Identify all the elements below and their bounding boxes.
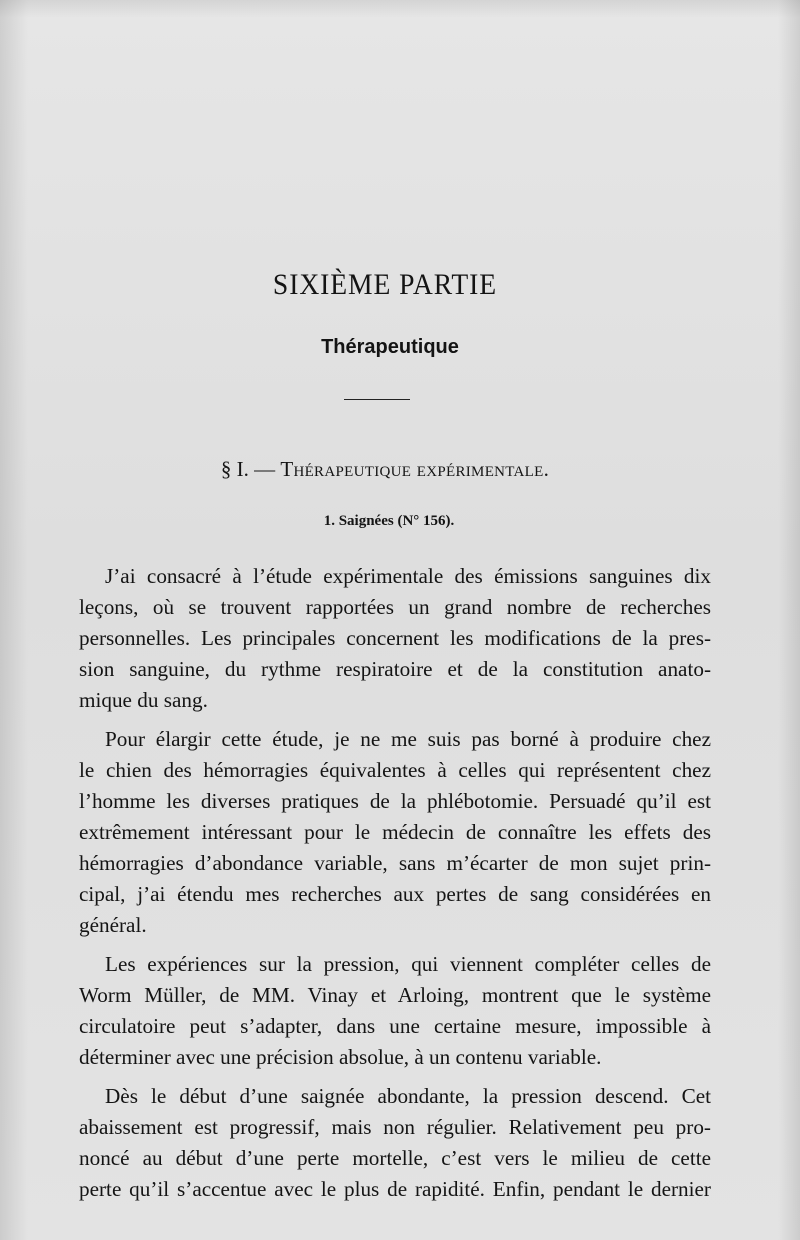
text-line: circulatoire peut s’adapter, dans une certaine mesure, impossible à	[79, 1014, 711, 1038]
text-line: général.	[79, 913, 147, 937]
text-line: Les expériences sur la pression, qui viennent compléter celles de	[105, 952, 711, 976]
text-line: personnelles. Les principales concernent les modifications de la pres-	[79, 626, 711, 650]
text-line: noncé au début d’une perte mortelle, c’est vers le milieu de cette	[79, 1146, 711, 1170]
paragraph	[79, 724, 711, 941]
text-line: sion sanguine, du rythme respiratoire et de la constitution anato-	[79, 657, 711, 681]
part-title: SIXIÈME PARTIE	[272, 268, 498, 301]
paragraph	[79, 561, 711, 716]
text-line: hémorragies d’abondance variable, sans m’écarter de mon sujet prin-	[79, 851, 711, 875]
text-line: déterminer avec une précision absolue, à un contenu variable.	[79, 1045, 602, 1069]
text-line: Worm Müller, de MM. Vinay et Arloing, montrent que le système	[79, 983, 711, 1007]
page-edge-left	[0, 0, 28, 1240]
part-subtitle: Thérapeutique	[321, 336, 459, 358]
page-edge-right	[778, 0, 800, 1240]
section-title: Thérapeutique expérimentale.	[280, 457, 550, 481]
text-line: l’homme les diverses pratiques de la phlébotomie. Persuadé qu’il est	[79, 789, 711, 813]
text-line: abaissement est progressif, mais non régulier. Relativement peu pro-	[79, 1115, 711, 1139]
section-number: § I. —	[220, 457, 281, 481]
body-text	[79, 561, 711, 1205]
text-line: mique du sang.	[79, 688, 208, 712]
subsection-heading: 1. Saignées (N° 156).	[323, 513, 455, 529]
text-line: cipal, j’ai étendu mes recherches aux pertes de sang considérées en	[79, 882, 711, 906]
text-line: perte qu’il s’accentue avec le plus de rapidité. Enfin, pendant le dernier	[79, 1177, 711, 1201]
paragraph	[79, 1081, 711, 1205]
paragraph	[79, 949, 711, 1073]
text-line: leçons, où se trouvent rapportées un grand nombre de recherches	[79, 595, 711, 619]
text-line: le chien des hémorragies équivalentes à celles qui représentent chez	[79, 758, 711, 782]
text-line: J’ai consacré à l’étude expérimentale des émissions sanguines dix	[105, 564, 711, 588]
page-edge-top	[0, 0, 800, 18]
title-divider	[344, 399, 410, 400]
text-line: Dès le début d’une saignée abondante, la pression descend. Cet	[105, 1084, 711, 1108]
text-line: extrêmement intéressant pour le médecin de connaître les effets des	[79, 820, 711, 844]
section-heading	[0, 457, 770, 482]
text-line: Pour élargir cette étude, je ne me suis pas borné à produire chez	[105, 727, 711, 751]
